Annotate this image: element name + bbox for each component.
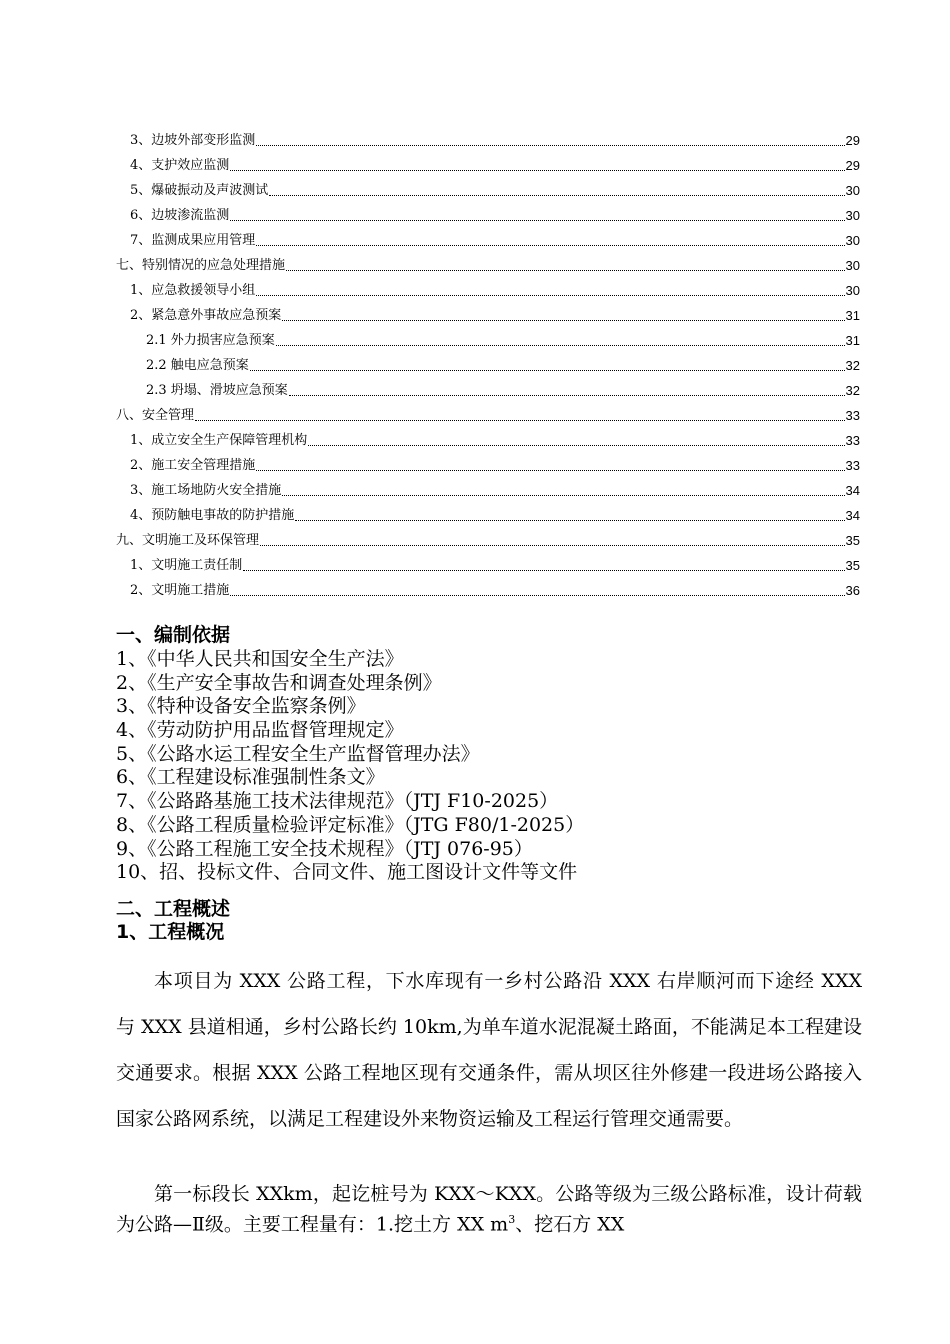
reference-item: 10、招、投标文件、合同文件、施工图设计文件等文件	[116, 861, 578, 884]
overview-paragraph: 本项目为 XXX 公路工程，下水库现有一乡村公路沿 XXX 右岸顺河而下途经 XXX 与 XXX 县道相通，乡村公路长约 10km,为单车道水泥混凝土路面，不能满足本工程建设交通要求。根据 XXX 公路工程地区现有交通条件，需从坝区往外修建一段进场公路接入国家公路网系统，以满足工程建设外来物资运输及工程运行管理交通需要。	[116, 970, 862, 1130]
toc-entry-title: 八、安全管理	[116, 408, 195, 423]
toc-entry-page-number: 33	[845, 458, 860, 473]
toc-entry-title: 2.1 外力损害应急预案	[146, 333, 275, 348]
toc-entry[interactable]	[116, 399, 860, 424]
toc-entry-page-number: 30	[845, 208, 860, 223]
toc-entry[interactable]	[116, 424, 860, 449]
toc-entry-page-number: 34	[845, 483, 860, 498]
toc-entry-page-number: 34	[845, 508, 860, 523]
toc-entry-title: 2.2 触电应急预案	[146, 358, 249, 373]
toc-dot-leader	[256, 469, 844, 471]
toc-entry-page-number: 30	[845, 258, 860, 273]
toc-entry-page-number: 30	[845, 233, 860, 248]
reference-item: 4、《劳动防护用品监督管理规定》	[116, 719, 404, 742]
toc-entry-title: 2、施工安全管理措施	[130, 458, 256, 473]
toc-entry[interactable]	[116, 499, 860, 524]
toc-entry[interactable]	[116, 299, 860, 324]
toc-entry-page-number: 35	[845, 533, 860, 548]
reference-item: 6、《工程建设标准强制性条文》	[116, 766, 385, 789]
toc-entry-title: 4、预防触电事故的防护措施	[130, 508, 295, 523]
toc-entry-title: 1、应急救援领导小组	[130, 283, 256, 298]
reference-item: 3、《特种设备安全监察条例》	[116, 695, 366, 718]
toc-entry-title: 1、文明施工责任制	[130, 558, 243, 573]
toc-entry[interactable]	[116, 124, 860, 149]
toc-dot-leader	[282, 319, 844, 321]
toc-entry-page-number: 31	[845, 333, 860, 348]
toc-entry-page-number: 32	[845, 383, 860, 398]
toc-entry-title: 2.3 坍塌、滑坡应急预案	[146, 383, 288, 398]
toc-entry[interactable]	[116, 474, 860, 499]
toc-dot-leader	[282, 494, 844, 496]
toc-entry-title: 九、文明施工及环保管理	[116, 533, 260, 548]
toc-entry-page-number: 29	[845, 133, 860, 148]
toc-dot-leader	[243, 569, 844, 571]
toc-entry[interactable]	[116, 149, 860, 174]
toc-dot-leader	[256, 244, 844, 246]
section-scope-paragraph	[116, 1181, 862, 1237]
toc-entry-page-number: 33	[845, 408, 860, 423]
toc-entry-page-number: 30	[845, 283, 860, 298]
toc-entry[interactable]	[116, 549, 860, 574]
toc-entry[interactable]	[116, 224, 860, 249]
toc-entry-page-number: 30	[845, 183, 860, 198]
toc-entry-title: 6、边坡渗流监测	[130, 208, 230, 223]
toc-entry-page-number: 29	[845, 158, 860, 173]
toc-entry[interactable]	[116, 249, 860, 274]
reference-item: 9、《公路工程施工安全技术规程》（JTJ 076-95）	[116, 837, 533, 860]
reference-list	[116, 648, 876, 885]
toc-dot-leader	[289, 394, 845, 396]
toc-entry-title: 2、紧急意外事故应急预案	[130, 308, 282, 323]
toc-entry-page-number: 32	[845, 358, 860, 373]
toc-entry-page-number: 35	[845, 558, 860, 573]
section-heading-overview: 二、工程概述	[116, 898, 231, 920]
toc-dot-leader	[295, 519, 844, 521]
toc-entry-title: 7、监测成果应用管理	[130, 233, 256, 248]
toc-dot-leader	[308, 444, 844, 446]
toc-entry-title: 七、特别情况的应急处理措施	[116, 258, 286, 273]
reference-item: 8、《公路工程质量检验评定标准》（JTG F80/1-2025）	[116, 813, 585, 836]
toc-entry[interactable]	[116, 174, 860, 199]
toc-entry[interactable]	[116, 449, 860, 474]
toc-dot-leader	[256, 144, 844, 146]
reference-item: 7、《公路路基施工技术法律规范》（JTJ F10-2025）	[116, 790, 559, 813]
toc-dot-leader	[195, 419, 845, 421]
toc-entry[interactable]	[116, 374, 860, 399]
toc-dot-leader	[276, 344, 845, 346]
toc-entry-title: 3、施工场地防火安全措施	[130, 483, 282, 498]
toc-dot-leader	[286, 269, 845, 271]
table-of-contents	[116, 124, 860, 599]
section-scope-text-tail: 、挖石方 XX	[515, 1213, 625, 1236]
toc-dot-leader	[256, 294, 844, 296]
toc-entry-page-number: 31	[845, 308, 860, 323]
subheading-project-overview: 1、工程概况	[116, 921, 225, 943]
section-scope-text: 第一标段长 XXkm，起讫桩号为 KXX～KXX。公路等级为三级公路标准，设计荷载为公路—Ⅱ级。主要工程量有：1.挖土方 XX m	[116, 1183, 862, 1236]
toc-entry[interactable]	[116, 274, 860, 299]
toc-entry-title: 3、边坡外部变形监测	[130, 133, 256, 148]
toc-dot-leader	[230, 219, 844, 221]
toc-entry-title: 1、成立安全生产保障管理机构	[130, 433, 308, 448]
toc-entry[interactable]	[116, 199, 860, 224]
toc-entry[interactable]	[116, 524, 860, 549]
section-heading-basis: 一、编制依据	[116, 624, 231, 646]
toc-dot-leader	[269, 194, 844, 196]
toc-entry-title: 5、爆破振动及声波测试	[130, 183, 269, 198]
toc-entry[interactable]	[116, 574, 860, 599]
toc-entry-title: 2、文明施工措施	[130, 583, 230, 598]
toc-dot-leader	[260, 544, 845, 546]
toc-dot-leader	[250, 369, 845, 371]
superscript-cubic: 3	[508, 1213, 516, 1226]
toc-entry-page-number: 36	[845, 583, 860, 598]
reference-item: 2、《生产安全事故告和调查处理条例》	[116, 671, 442, 694]
toc-entry[interactable]	[116, 324, 860, 349]
toc-dot-leader	[230, 594, 844, 596]
toc-entry[interactable]	[116, 349, 860, 374]
toc-dot-leader	[230, 169, 844, 171]
toc-entry-title: 4、支护效应监测	[130, 158, 230, 173]
reference-item: 1、《中华人民共和国安全生产法》	[116, 648, 404, 670]
toc-entry-page-number: 33	[845, 433, 860, 448]
reference-item: 5、《公路水运工程安全生产监督管理办法》	[116, 742, 480, 765]
